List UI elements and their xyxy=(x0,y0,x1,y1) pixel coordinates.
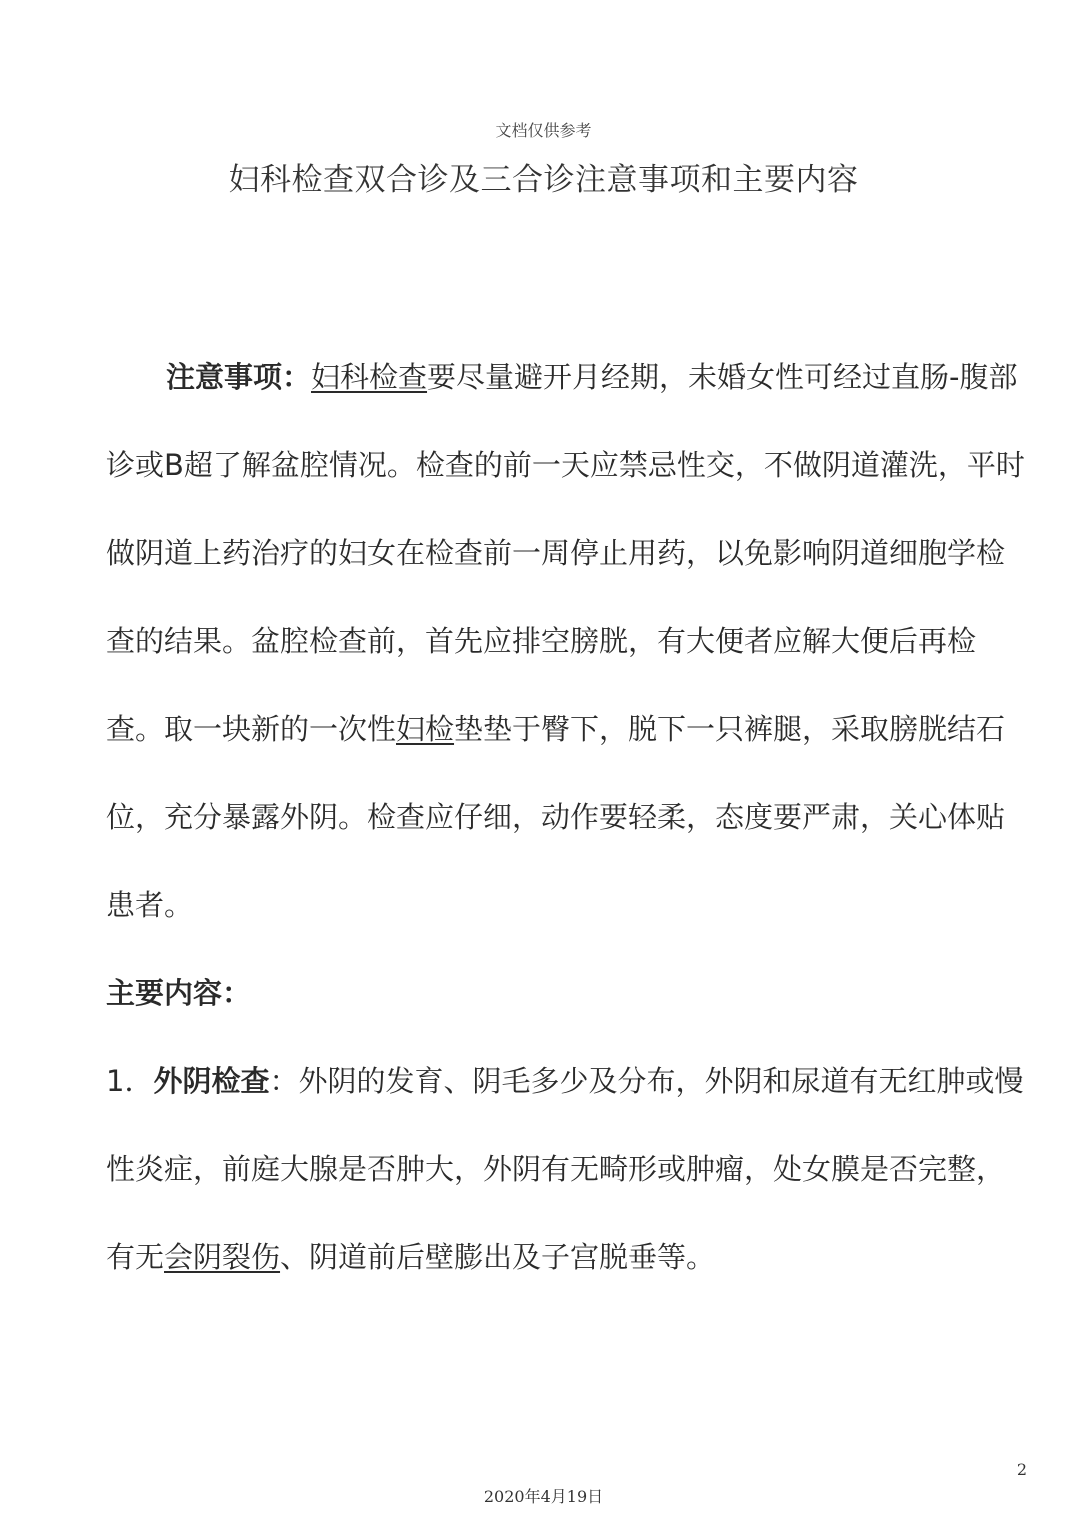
page-number: 2 xyxy=(1016,1460,1027,1479)
document-body xyxy=(106,333,1026,1301)
vulva-exam-text-2: 、阴道前后壁膨出及子宫脱垂等。 xyxy=(280,1240,716,1274)
document-title: 妇科检查双合诊及三合诊注意事项和主要内容 xyxy=(228,162,859,198)
perineal-laceration-link[interactable]: 会阴裂伤 xyxy=(164,1240,281,1274)
precautions-heading: 注意事项： xyxy=(166,360,312,394)
header-note: 文档仅供参考 xyxy=(495,121,592,140)
gyn-pad-link[interactable]: 妇检 xyxy=(396,712,455,746)
vulva-exam-text-1: 外阴的发育、阴毛多少及分布，外阴和尿道有无红肿或慢性炎症，前庭大腺是否肿大，外阴有无畸形或肿瘤，处女膜是否完整，有无 xyxy=(106,1064,1024,1274)
vulva-exam-colon: ： xyxy=(269,1064,299,1098)
vulva-exam-heading: 外阴检查 xyxy=(153,1064,270,1098)
main-content-paragraph xyxy=(106,949,1026,1037)
item-number: 1． xyxy=(106,1064,154,1098)
precautions-text-1: 要尽量避开月经期，未婚女性可经过直肠-腹部诊或B超了解盆腔情况。检查的前一天应禁忌性交，不做阴道灌洗，平时做阴道上药治疗的妇女在检查前一周停止用药，以免影响阴道细胞学检查的结果。盆腔检查前，首先应排空膀胱，有大便者应解大便后再检查。取一块新的一次性 xyxy=(106,360,1025,746)
precautions-text-2: 垫垫于臀下，脱下一只裤腿，采取膀胱结石位，充分暴露外阴。检查应仔细，动作要轻柔，态度要严肃，关心体贴患者。 xyxy=(106,712,1006,922)
precautions-paragraph xyxy=(106,333,1026,949)
gynecologic-exam-link[interactable]: 妇科检查 xyxy=(311,360,428,394)
footer-date: 2020年4月19日 xyxy=(483,1487,604,1506)
main-content-heading: 主要内容： xyxy=(106,976,252,1010)
vulva-exam-paragraph xyxy=(106,1037,1026,1301)
